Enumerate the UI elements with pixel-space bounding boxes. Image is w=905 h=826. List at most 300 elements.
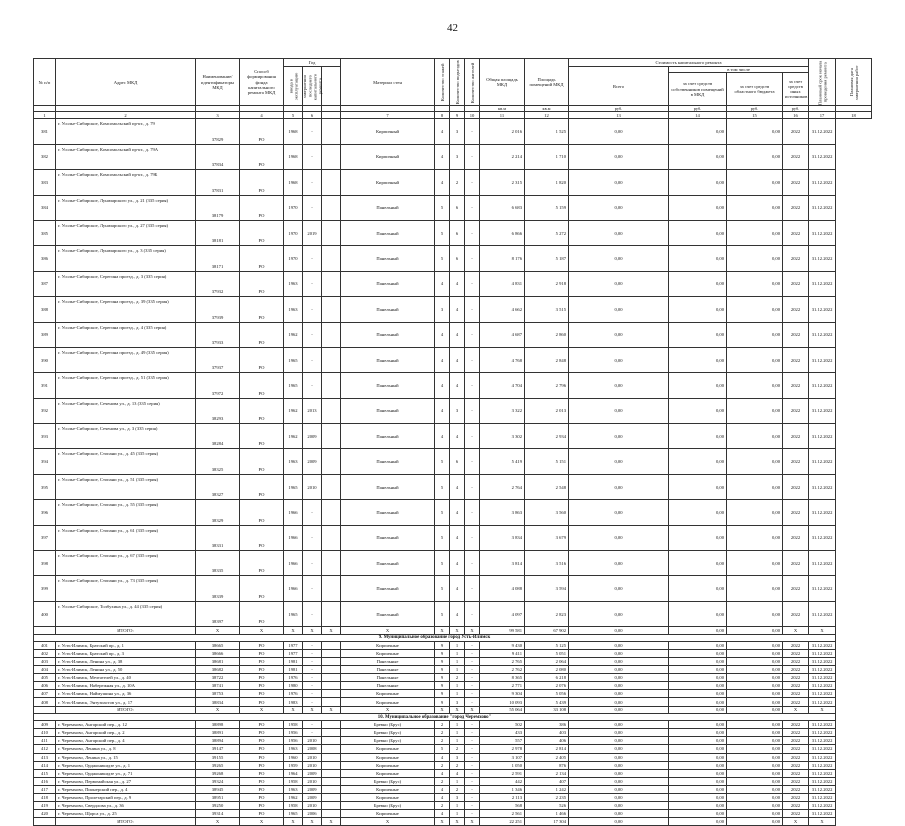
table-row [34, 449, 872, 474]
row-cadastral: 38327 [196, 474, 240, 499]
row-cost-total: 0,00 [569, 674, 669, 682]
row-plan-start: 2022 [783, 666, 809, 674]
row-year-repair: - [303, 119, 322, 144]
row-total-area: 502 [480, 721, 525, 729]
row-method: РО [240, 690, 284, 698]
row-cadastral: 38284 [196, 424, 240, 449]
row-year-blank [322, 729, 341, 737]
row-cost-owners: 0,00 [669, 666, 727, 674]
total-x: X [196, 818, 240, 826]
table-row [34, 119, 872, 144]
row-year-blank [322, 802, 341, 810]
row-cost-regional: 0,00 [727, 195, 783, 220]
row-year-built: 1981 [284, 666, 303, 674]
row-year-blank [322, 745, 341, 753]
row-year-built: 1966 [284, 576, 303, 601]
row-cadastral: 38179 [196, 195, 240, 220]
row-floors: 5 [435, 246, 450, 271]
row-cost-regional: 0,00 [727, 785, 783, 793]
row-cost-regional: 0,00 [727, 802, 783, 810]
row-living-area: 2 013 [525, 398, 569, 423]
row-wall-material: Кирпичные [341, 794, 435, 802]
row-year-blank [322, 690, 341, 698]
row-address: г. Усолье-Сибирское, Стопани ул., д. 67 (335 серия) [56, 551, 196, 576]
row-entrances: 1 [450, 810, 465, 818]
unit-living-area: кв.м [525, 106, 569, 112]
row-cost-total: 0,00 [569, 195, 669, 220]
row-year-blank [322, 449, 341, 474]
row-cost-total: 0,00 [569, 170, 669, 195]
colnum: 17 [809, 112, 836, 119]
header-total-area: Общая площадь МКД [480, 59, 525, 106]
row-residents: - [465, 246, 480, 271]
row-cost-regional: 0,00 [727, 810, 783, 818]
row-year-blank [322, 761, 341, 769]
row-number: 418 [34, 794, 56, 802]
table-row [34, 649, 872, 657]
row-method: РО [240, 170, 284, 195]
row-year-built: 1983 [284, 698, 303, 706]
total-total-area: 22 251 [480, 818, 525, 826]
row-residents: - [465, 271, 480, 296]
row-year-blank [322, 649, 341, 657]
row-year-repair: - [303, 721, 322, 729]
row-entrances: 4 [450, 297, 465, 322]
row-cost-owners: 0,00 [669, 753, 727, 761]
total-x: X [450, 818, 465, 826]
row-cadastral: 38722 [196, 674, 240, 682]
row-year-repair: 2009 [303, 769, 322, 777]
row-year-blank [322, 551, 341, 576]
row-cost-regional: 0,00 [727, 690, 783, 698]
row-plan-end: 31.12.2022 [809, 777, 836, 785]
row-total-area: 10 093 [480, 698, 525, 706]
row-year-repair: - [303, 195, 322, 220]
total-x: X [341, 706, 435, 714]
row-cadastral: 38331 [196, 525, 240, 550]
row-cost-regional: 0,00 [727, 424, 783, 449]
row-cost-owners: 0,00 [669, 745, 727, 753]
row-number: 398 [34, 551, 56, 576]
row-cost-total: 0,00 [569, 322, 669, 347]
row-wall-material: Панельные [341, 658, 435, 666]
row-cost-total: 0,00 [569, 500, 669, 525]
row-cadastral: 38898 [196, 721, 240, 729]
row-year-built: 1965 [284, 373, 303, 398]
row-residents: - [465, 500, 480, 525]
row-year-repair: 2009 [303, 424, 322, 449]
row-entrances: 2 [450, 745, 465, 753]
row-method: РО [240, 398, 284, 423]
header-floors: Количество этажей [435, 59, 450, 106]
row-method: РО [240, 729, 284, 737]
total-cost-regional: 0,00 [727, 706, 783, 714]
row-cadastral: 38181 [196, 220, 240, 245]
row-cost-owners: 0,00 [669, 144, 727, 169]
row-cost-owners: 0,00 [669, 347, 727, 372]
row-cost-regional: 0,00 [727, 649, 783, 657]
row-method: РО [240, 674, 284, 682]
table-row [34, 729, 872, 737]
row-year-built: 1970 [284, 246, 303, 271]
header-cost-group: Стоимость капитального ремонта [569, 59, 809, 67]
row-living-area: 3 679 [525, 525, 569, 550]
colnum: 4 [240, 112, 284, 119]
row-number: 387 [34, 271, 56, 296]
total-living-area: 67 902 [525, 627, 569, 635]
row-method: РО [240, 666, 284, 674]
row-year-blank [322, 297, 341, 322]
row-plan-start: 2022 [783, 297, 809, 322]
row-plan-end: 31.12.2022 [809, 424, 836, 449]
row-cost-regional: 0,00 [727, 220, 783, 245]
row-total-area: 4 768 [480, 347, 525, 372]
row-year-blank [322, 474, 341, 499]
colnum: 11 [480, 112, 525, 119]
row-floors: 4 [435, 373, 450, 398]
row-residents: - [465, 802, 480, 810]
row-year-built: 1958 [284, 777, 303, 785]
row-method: РО [240, 777, 284, 785]
row-number: 395 [34, 474, 56, 499]
row-total-area: 1 050 [480, 761, 525, 769]
header-year-group: Год [284, 59, 341, 67]
row-floors: 2 [435, 721, 450, 729]
row-number: 414 [34, 761, 56, 769]
table-row [34, 641, 872, 649]
total-x: X [303, 627, 322, 635]
row-plan-end: 31.12.2022 [809, 322, 836, 347]
row-year-built: 1958 [284, 802, 303, 810]
total-cost-regional: 0,00 [727, 627, 783, 635]
row-method: РО [240, 449, 284, 474]
row-floors: 5 [435, 525, 450, 550]
row-address: г. Черемхово, Ленина ул., д. 8 [56, 745, 196, 753]
row-address: г. Усолье-Сибирское, Стопани ул., д. 51 (335 серия) [56, 474, 196, 499]
row-cadastral: 39147 [196, 745, 240, 753]
row-cost-owners: 0,00 [669, 322, 727, 347]
row-address: г. Черемхово, Первомайская ул., д. 27 [56, 777, 196, 785]
row-year-built: 1956 [284, 737, 303, 745]
row-residents: - [465, 449, 480, 474]
row-entrances: 4 [450, 576, 465, 601]
row-year-built: 1956 [284, 729, 303, 737]
row-method: РО [240, 576, 284, 601]
row-plan-end: 31.12.2022 [809, 576, 836, 601]
row-total-area: 557 [480, 737, 525, 745]
row-method: РО [240, 810, 284, 818]
table-row [34, 682, 872, 690]
table-row [34, 551, 872, 576]
row-cost-regional: 0,00 [727, 761, 783, 769]
row-plan-end: 31.12.2022 [809, 195, 836, 220]
row-number: 402 [34, 649, 56, 657]
row-address: г. Усолье-Сибирское, Стопани ул., д. 73 (335 серия) [56, 576, 196, 601]
row-year-built: 1968 [284, 170, 303, 195]
row-total-area: 4 831 [480, 271, 525, 296]
row-cost-total: 0,00 [569, 119, 669, 144]
total-x: X [341, 627, 435, 635]
row-residents: - [465, 220, 480, 245]
colnum: 5 [284, 112, 303, 119]
table-row [34, 246, 872, 271]
row-cadastral: 38894 [196, 737, 240, 745]
row-floors: 9 [435, 698, 450, 706]
row-cost-total: 0,00 [569, 745, 669, 753]
row-residents: - [465, 698, 480, 706]
row-residents: - [465, 777, 480, 785]
row-number: 394 [34, 449, 56, 474]
row-plan-start: 2022 [783, 525, 809, 550]
row-year-blank [322, 777, 341, 785]
row-floors: 4 [435, 347, 450, 372]
row-plan-start: 2022 [783, 144, 809, 169]
row-wall-material: Кирпичные [341, 769, 435, 777]
total-x: X [284, 627, 303, 635]
colnum: 13 [569, 112, 669, 119]
row-residents: - [465, 810, 480, 818]
row-cost-regional: 0,00 [727, 753, 783, 761]
row-year-repair: 2009 [303, 785, 322, 793]
row-address: г. Усолье-Сибирское, Луначарского ул., д. 3 (335 серия) [56, 246, 196, 271]
row-living-area: 2 548 [525, 474, 569, 499]
row-cost-owners: 0,00 [669, 737, 727, 745]
total-x: X [450, 706, 465, 714]
total-cost-owners: 0,00 [669, 706, 727, 714]
row-cadastral: 38834 [196, 698, 240, 706]
row-plan-start: 2022 [783, 721, 809, 729]
row-number: 404 [34, 666, 56, 674]
total-x: X [196, 627, 240, 635]
row-year-repair: - [303, 649, 322, 657]
row-residents: - [465, 525, 480, 550]
row-cost-regional: 0,00 [727, 246, 783, 271]
row-plan-end: 31.12.2022 [809, 474, 836, 499]
row-wall-material: Кирпичные [341, 690, 435, 698]
row-cost-owners: 0,00 [669, 220, 727, 245]
row-residents: - [465, 682, 480, 690]
row-cadastral: 38951 [196, 794, 240, 802]
row-cadastral: 39324 [196, 777, 240, 785]
row-number: 393 [34, 424, 56, 449]
row-year-repair: - [303, 601, 322, 626]
header-cost-incl: в том числе [669, 67, 809, 73]
row-year-built: 1965 [284, 810, 303, 818]
row-method: РО [240, 641, 284, 649]
row-residents: - [465, 794, 480, 802]
row-cost-owners: 0,00 [669, 674, 727, 682]
section-heading: 10. Муниципальное образование "город Черемхово" [34, 714, 836, 721]
row-cost-total: 0,00 [569, 601, 669, 626]
row-wall-material: Бревно (Брус) [341, 737, 435, 745]
row-cadastral: 38397 [196, 601, 240, 626]
row-total-area: 2 764 [480, 474, 525, 499]
row-year-built: 1959 [284, 761, 303, 769]
row-plan-end: 31.12.2022 [809, 674, 836, 682]
row-total-area: 2 016 [480, 119, 525, 144]
colnum: 16 [783, 112, 809, 119]
row-cost-total: 0,00 [569, 729, 669, 737]
row-cadastral: 37933 [196, 322, 240, 347]
row-plan-start: 2022 [783, 674, 809, 682]
row-cost-owners: 0,00 [669, 297, 727, 322]
row-plan-start: 2022 [783, 119, 809, 144]
row-cost-owners: 0,00 [669, 170, 727, 195]
row-entrances: 1 [450, 802, 465, 810]
row-total-area: 3 814 [480, 551, 525, 576]
row-plan-end: 31.12.2022 [809, 721, 836, 729]
table-row [34, 658, 872, 666]
row-living-area: 406 [525, 737, 569, 745]
row-method: РО [240, 271, 284, 296]
row-number: 399 [34, 576, 56, 601]
row-cadastral: 38682 [196, 666, 240, 674]
row-living-area: 3 594 [525, 576, 569, 601]
row-cost-regional: 0,00 [727, 525, 783, 550]
row-cadastral: 37972 [196, 373, 240, 398]
row-year-built: 1966 [284, 551, 303, 576]
row-plan-end: 31.12.2022 [809, 525, 836, 550]
row-cost-regional: 0,00 [727, 641, 783, 649]
total-cost-regional: 0,00 [727, 818, 783, 826]
row-living-area: 2 076 [525, 682, 569, 690]
row-year-blank [322, 271, 341, 296]
header-plan-start: Плановый срок начала проведения ремонта [809, 59, 836, 106]
row-plan-end: 31.12.2022 [809, 698, 836, 706]
row-total-area: 2 214 [480, 144, 525, 169]
table-row [34, 195, 872, 220]
row-number: 382 [34, 144, 56, 169]
row-cadastral: 37831 [196, 170, 240, 195]
row-number: 410 [34, 729, 56, 737]
row-cost-owners: 0,00 [669, 729, 727, 737]
row-living-area: 3 516 [525, 551, 569, 576]
table-row [34, 785, 872, 793]
row-cost-regional: 0,00 [727, 551, 783, 576]
row-cost-regional: 0,00 [727, 322, 783, 347]
row-floors: 5 [435, 500, 450, 525]
row-plan-start: 2022 [783, 246, 809, 271]
table-row [34, 220, 872, 245]
row-plan-start: 2022 [783, 769, 809, 777]
row-address: г. Усть-Илимск, Братский пр., д. 3 [56, 649, 196, 657]
row-living-area: 2 080 [525, 666, 569, 674]
row-entrances: 4 [450, 525, 465, 550]
header-cadastral: Наименование/ идентификаторы МКД [196, 59, 240, 106]
table-row [34, 777, 872, 785]
row-plan-end: 31.12.2022 [809, 398, 836, 423]
row-method: РО [240, 474, 284, 499]
row-year-built: 1966 [284, 525, 303, 550]
row-total-area: 2 561 [480, 810, 525, 818]
total-x: X [322, 627, 341, 635]
row-living-area: 2 235 [525, 794, 569, 802]
table-row [34, 144, 872, 169]
row-total-area: 9 411 [480, 649, 525, 657]
row-floors: 4 [435, 144, 450, 169]
total-x: X [303, 818, 322, 826]
row-plan-start: 2022 [783, 729, 809, 737]
row-entrances: 6 [450, 195, 465, 220]
row-wall-material: Кирпичные [341, 745, 435, 753]
table-row [34, 525, 872, 550]
row-total-area: 4 097 [480, 601, 525, 626]
total-x: X [783, 818, 809, 826]
row-living-area: 2 823 [525, 601, 569, 626]
total-cost-owners: 0,00 [669, 818, 727, 826]
row-year-repair: - [303, 576, 322, 601]
table-row [34, 271, 872, 296]
row-address: г. Усолье-Сибирское, Сеченова ул., д. 3 (335 серия) [56, 424, 196, 449]
row-residents: - [465, 745, 480, 753]
row-address: г. Усть-Илимск, Энтузиастов ул., д. 17 [56, 698, 196, 706]
row-year-built: 1970 [284, 195, 303, 220]
row-residents: - [465, 551, 480, 576]
row-total-area: 442 [480, 777, 525, 785]
table-row [34, 721, 872, 729]
row-cost-total: 0,00 [569, 658, 669, 666]
row-plan-end: 31.12.2022 [809, 373, 836, 398]
row-address: г. Усолье-Сибирское, Толбухина ул., д. 44 (335 серия) [56, 601, 196, 626]
row-entrances: 3 [450, 119, 465, 144]
row-year-blank [322, 641, 341, 649]
row-year-blank [322, 220, 341, 245]
row-cost-total: 0,00 [569, 682, 669, 690]
table-row [34, 810, 872, 818]
row-number: 408 [34, 698, 56, 706]
row-method: РО [240, 297, 284, 322]
total-x: X [809, 818, 836, 826]
row-address: г. Черемхово, Свердлова ул., д. 36 [56, 802, 196, 810]
row-wall-material: Панельные [341, 682, 435, 690]
row-cost-owners: 0,00 [669, 802, 727, 810]
row-residents: - [465, 398, 480, 423]
table-row [34, 474, 872, 499]
table-row [34, 769, 872, 777]
row-cost-total: 0,00 [569, 525, 669, 550]
table-row [34, 500, 872, 525]
row-number: 388 [34, 297, 56, 322]
total-row [34, 818, 872, 826]
row-year-built: 1970 [284, 220, 303, 245]
row-method: РО [240, 753, 284, 761]
colnum: 10 [465, 112, 480, 119]
row-year-built: 1980 [284, 682, 303, 690]
row-cadastral: 39265 [196, 761, 240, 769]
row-floors: 4 [435, 785, 450, 793]
row-floors: 3 [435, 297, 450, 322]
row-wall-material: Панельный [341, 373, 435, 398]
row-plan-start: 2022 [783, 682, 809, 690]
row-cost-owners: 0,00 [669, 721, 727, 729]
row-method: РО [240, 737, 284, 745]
row-cost-owners: 0,00 [669, 576, 727, 601]
row-entrances: 4 [450, 474, 465, 499]
row-floors: 4 [435, 424, 450, 449]
row-cost-owners: 0,00 [669, 551, 727, 576]
row-wall-material: Кирпичный [341, 144, 435, 169]
unit-cost-total: руб. [569, 106, 669, 112]
row-cost-owners: 0,00 [669, 658, 727, 666]
row-year-built: 1981 [284, 658, 303, 666]
row-cost-total: 0,00 [569, 761, 669, 769]
row-living-area: 3 515 [525, 297, 569, 322]
row-year-blank [322, 424, 341, 449]
row-plan-start: 2022 [783, 576, 809, 601]
row-number: 400 [34, 601, 56, 626]
total-x: X [196, 706, 240, 714]
row-year-built: 1963 [284, 745, 303, 753]
